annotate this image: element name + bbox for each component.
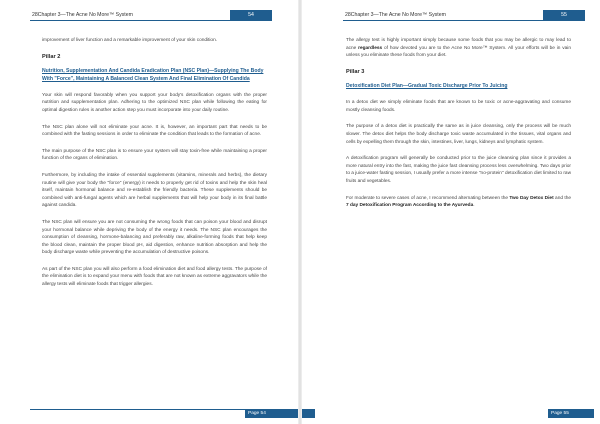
paragraph: The purpose of a detox diet is practically the same as in juice cleansing, only the process will be much slower. The detox diet helps the body discharge toxic waste accumulated in the tissues, vital organs and cells by expelling them through the skin, intestines, liver, lungs, kidneys and lymphatic system. <box>346 124 571 145</box>
recommendation-paragraph: For moderate to severe cases of acne, I recommend alternating between the Two Day Detox Diet and the 7 day Detoxification Program According to the Ayurveda. <box>346 195 571 209</box>
left-footer-rule <box>30 409 245 418</box>
paragraph: As part of the NSC plan you will also perform a food elimination diet and food allergy tests. The purpose of the elimination diet is to expand your menu with foods that are not known as extreme aggravators while the allergy tests will eliminate foods that trigger allergies. <box>42 266 267 288</box>
bold-regardless: regardless <box>358 45 383 51</box>
allergy-test-paragraph: The allergy test is highly important simply because some foods that you may be allergic to may lead to acne regardless of how devoted you are to the Acne No More™ System. All your efforts will be in vain unless you eliminate these foods from your diet. <box>346 38 571 59</box>
right-footer-page-number: Page 55 <box>548 409 594 418</box>
paragraph: Your skin will respond favorably when you support your body's detoxification organs with the proper nutrition and supplementation plan. Adhering to the optimized NSC plan while following the eating for optimal digestion rules is another action step you must incorporate into your daily routine. <box>42 92 267 113</box>
paragraph: The main purpose of the NSC plan is to ensure your system will stay toxin-free while maintaining a proper function of the organs of elimination. <box>42 148 267 162</box>
left-content <box>42 37 267 298</box>
right-page <box>300 0 600 424</box>
bold-7-day-program: 7 day Detoxification Program According to the Ayurveda <box>346 203 474 209</box>
paragraph: Furthermore, by including the intake of essential supplements (vitamins, minerals and herbs), the dietary routine will give your body the "force" (energy) it needs to properly get rid of toxins and help the skin heal itself, maintain hormonal balance and re-establish the friendly bacteria. These supplements should be combined with anti-fungal agents which are herbal supplements that will help your body in its final battle against candida. <box>42 172 267 209</box>
right-header-title: 28Chapter 3—The Acne No More™ System <box>343 10 543 21</box>
intro-paragraph: improvement of liver function and a remarkable improvement of your skin condition. <box>42 38 218 43</box>
left-footer-page-number: Page 54 <box>245 409 315 418</box>
bold-two-day-detox: Two Day Detox Diet <box>509 195 554 201</box>
right-content <box>346 37 571 219</box>
left-header-page-number: 54 <box>230 10 272 21</box>
right-header <box>343 10 585 21</box>
paragraph: A detoxification program will generally be conducted prior to the juice cleansing plan since it provides a more natural entry into the fast, making the juice fast cleansing process less overwhelming. Two days prior to a juice-water fasting session, I usually prefer a more intense "no-protein" detoxification diet limited to raw fruits and vegetables. <box>346 156 571 184</box>
detox-diet-subheading: Detoxification Diet Plan—Gradual Toxic Discharge Prior To Juicing <box>346 83 508 90</box>
right-footer <box>548 409 598 418</box>
pillar-3-heading: Pillar 3 <box>346 68 365 75</box>
right-header-page-number: 55 <box>543 10 585 21</box>
left-footer <box>30 409 272 418</box>
paragraph: In a detox diet we simply eliminate foods that are known to be toxic or acne-aggravating and consume mostly cleansing foods. <box>346 100 571 113</box>
left-header <box>30 10 272 21</box>
nsc-plan-subheading: Nutrition, Supplementation And Candida Eradication Plan (NSC Plan)—Supplying The Body With "Force", Maintaining A Balanced Clean System And Final Elimination Of Candida <box>42 68 264 82</box>
left-header-title: 28Chapter 3—The Acne No More™ System <box>30 10 230 21</box>
paragraph: The NSC plan will ensure you are not consuming the wrong foods that can poison your blood and disrupt your hormonal balance while depriving the body of the energy it needs. The NSC plan encourages the consumption of cleansing, hormone-balancing and preferably raw, alkaline-forming foods that help keep the blood clean, maintain the proper blood pH, aid digestion, enhance nutrition absorption and help the body discharge waste while preventing the accumulation of destructive poisons. <box>42 219 267 256</box>
paragraph: The NSC plan alone will not eliminate your acne. It is, however, an important part that needs to be combined with the fasting sessions in order to eliminate the condition that leads to the formation of acne. <box>42 124 267 138</box>
pillar-2-heading: Pillar 2 <box>42 53 61 60</box>
